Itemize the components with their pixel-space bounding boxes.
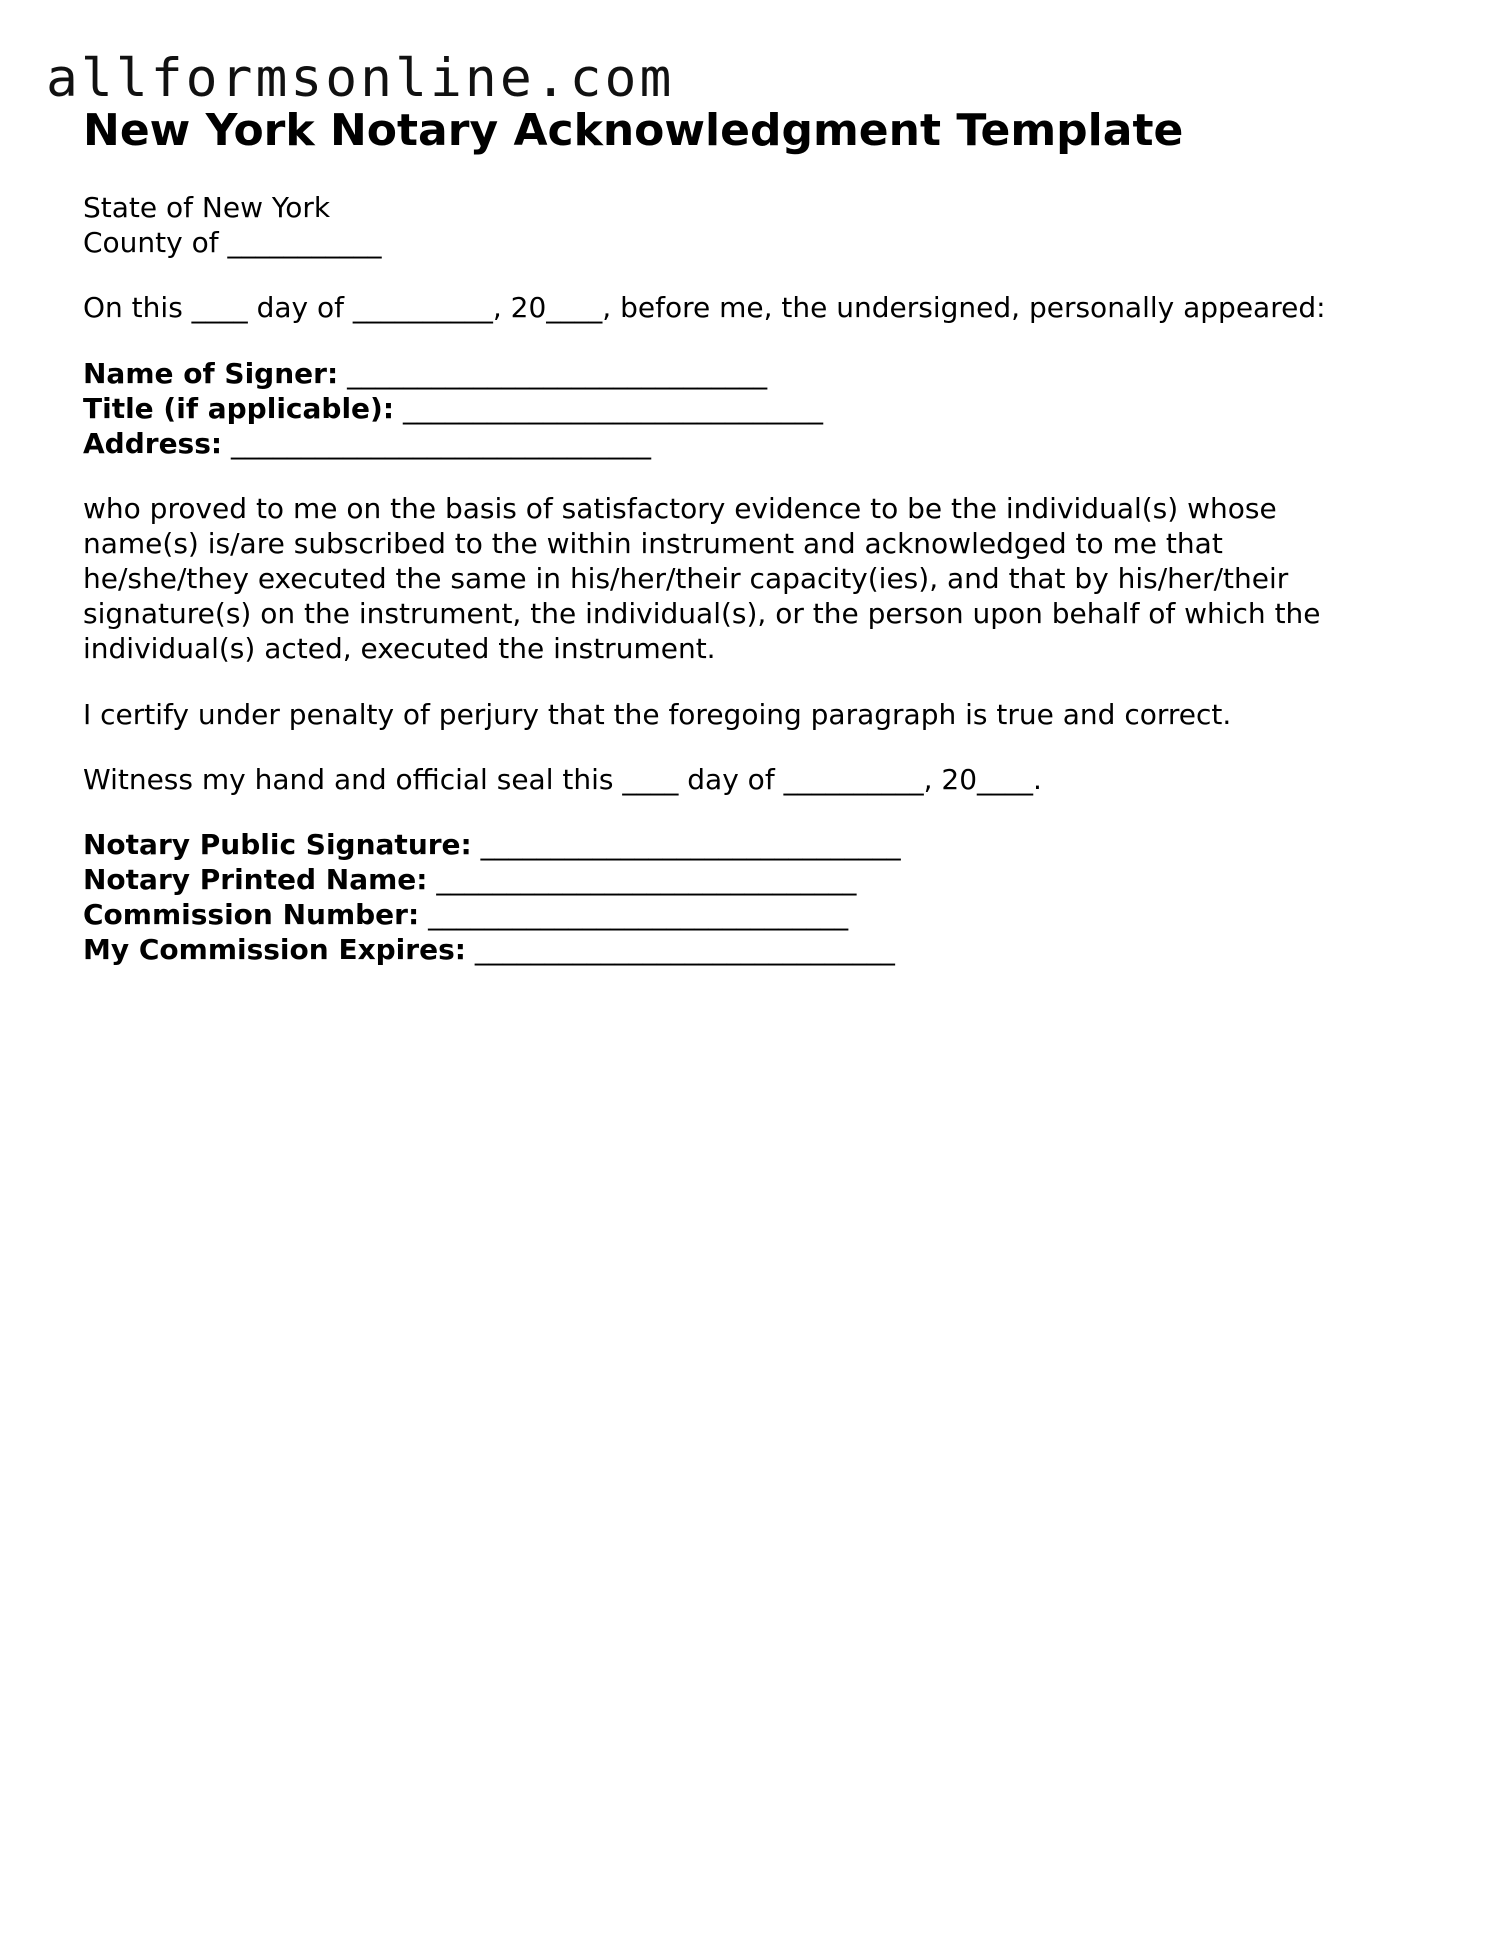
notary-name-blank[interactable]: ______________________________	[436, 863, 857, 896]
signer-title-label: Title (if applicable):	[83, 392, 395, 425]
signer-name-blank[interactable]: ______________________________	[347, 357, 768, 390]
signer-title-blank[interactable]: ______________________________	[402, 392, 823, 425]
notary-name-label: Notary Printed Name:	[83, 863, 428, 896]
paragraph-line: name(s) is/are subscribed to the within instrument and acknowledged to me that	[83, 527, 1223, 560]
notary-name-field[interactable]	[83, 862, 1443, 897]
county-label: County of	[83, 226, 219, 259]
paragraph-line: he/she/they executed the same in his/her/their capacity(ies), and that by his/her/their	[83, 562, 1289, 595]
signer-fields	[83, 356, 1443, 461]
certification-line	[83, 697, 1443, 732]
signer-title-field[interactable]	[83, 391, 1443, 426]
notary-signature-blank[interactable]: ______________________________	[480, 828, 901, 861]
paragraph-line: who proved to me on the basis of satisfactory evidence to be the individual(s) whose	[83, 492, 1277, 525]
witness-text: Witness my hand and official seal this ____ day of __________, 20____.	[83, 763, 1042, 796]
commission-expires-blank[interactable]: ______________________________	[474, 933, 895, 966]
commission-number-field[interactable]	[83, 897, 1443, 932]
notary-fields	[83, 827, 1443, 967]
commission-number-blank[interactable]: ______________________________	[428, 898, 849, 931]
witness-line	[83, 762, 1443, 797]
signer-address-blank[interactable]: ______________________________	[231, 427, 651, 460]
county-line	[83, 225, 1443, 260]
paragraph-line: individual(s) acted, executed the instrument.	[83, 632, 716, 665]
certification-text: I certify under penalty of perjury that the foregoing paragraph is true and correct.	[83, 698, 1232, 731]
signer-address-field[interactable]	[83, 426, 1443, 461]
paragraph-line: signature(s) on the instrument, the individual(s), or the person upon behalf of which the	[83, 597, 1321, 630]
county-blank[interactable]: ___________	[227, 226, 382, 259]
signer-address-label: Address:	[83, 427, 223, 460]
notary-signature-field[interactable]	[83, 827, 1443, 862]
intro-line	[83, 290, 1443, 325]
site-watermark: allformsonline.com	[46, 48, 675, 109]
intro-text: On this ____ day of __________, 20____, before me, the undersigned, personally appeared:	[83, 291, 1326, 324]
state-line: State of New York	[83, 191, 331, 224]
commission-expires-label: My Commission Expires:	[83, 933, 466, 966]
page-title: New York Notary Acknowledgment Template	[83, 105, 1184, 156]
commission-number-label: Commission Number:	[83, 898, 420, 931]
notary-signature-label: Notary Public Signature:	[83, 828, 472, 861]
venue-block	[83, 190, 1443, 260]
commission-expires-field[interactable]	[83, 932, 1443, 967]
signer-name-field[interactable]	[83, 356, 1443, 391]
acknowledgment-paragraph	[83, 491, 1443, 666]
signer-name-label: Name of Signer:	[83, 357, 339, 390]
